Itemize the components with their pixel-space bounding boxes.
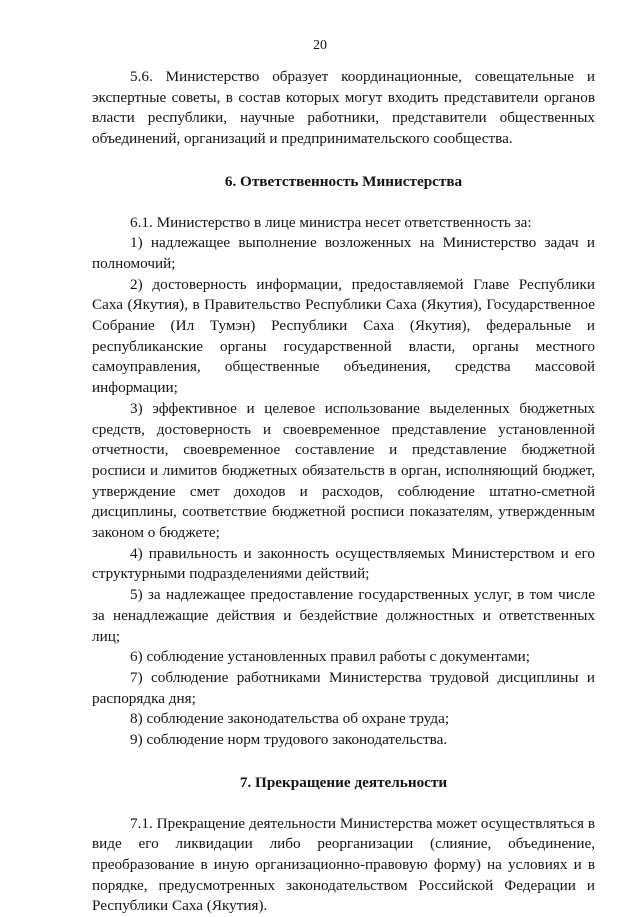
section-6-heading: 6. Ответственность Министерства [92,172,595,193]
list-item-1: 1) надлежащее выполнение возложенных на Министерство задач и полномочий; [92,233,595,274]
list-item-5: 5) за надлежащее предоставление государственных услуг, в том числе за ненадлежащие действия и бездействие должностных и ответственных лиц; [92,585,595,647]
paragraph-5-6: 5.6. Министерство образует координационные, совещательные и экспертные советы, в состав которых могут входить представители органов власти республики, научные работники, представители общественных объединений, организаций и предпринимательского сообщества. [92,67,595,150]
list-item-7: 7) соблюдение работниками Министерства трудовой дисциплины и распорядка дня; [92,668,595,709]
list-item-2: 2) достоверность информации, предоставляемой Главе Республики Саха (Якутия), в Правительство Республики Саха (Якутия), Государственное Собрание (Ил Тумэн) Республики Саха (Якутия), федеральные и республиканские органы государственной власти, органы местного самоуправления, общественные объединения, средства массовой информации; [92,275,595,399]
paragraph-7-1: 7.1. Прекращение деятельности Министерства может осуществляться в виде его ликвидации либо реорганизации (слияние, объединение, преобразование в иную организационно-правовую форму) на условиях и в порядке, предусмотренных законодательством Российской Федерации и Республики Саха (Якутия). [92,814,595,917]
document-body [92,67,595,917]
list-item-6: 6) соблюдение установленных правил работы с документами; [92,647,595,668]
section-7-heading: 7. Прекращение деятельности [92,773,595,794]
list-item-9: 9) соблюдение норм трудового законодательства. [92,730,595,751]
list-item-3: 3) эффективное и целевое использование выделенных бюджетных средств, достоверность и своевременное представление установленной отчетности, своевременное составление и представление бюджетной росписи и лимитов бюджетных обязательств в орган, исполняющий бюджет, утверждение смет доходов и расходов, соблюдение штатно-сметной дисциплины, соответствие бюджетной росписи показателям, утвержденным законом о бюджете; [92,399,595,544]
list-item-8: 8) соблюдение законодательства об охране труда; [92,709,595,730]
page-number: 20 [0,37,640,55]
list-item-4: 4) правильность и законность осуществляемых Министерством и его структурными подразделениями действий; [92,544,595,585]
paragraph-6-1: 6.1. Министерство в лице министра несет ответственность за: [92,213,595,234]
